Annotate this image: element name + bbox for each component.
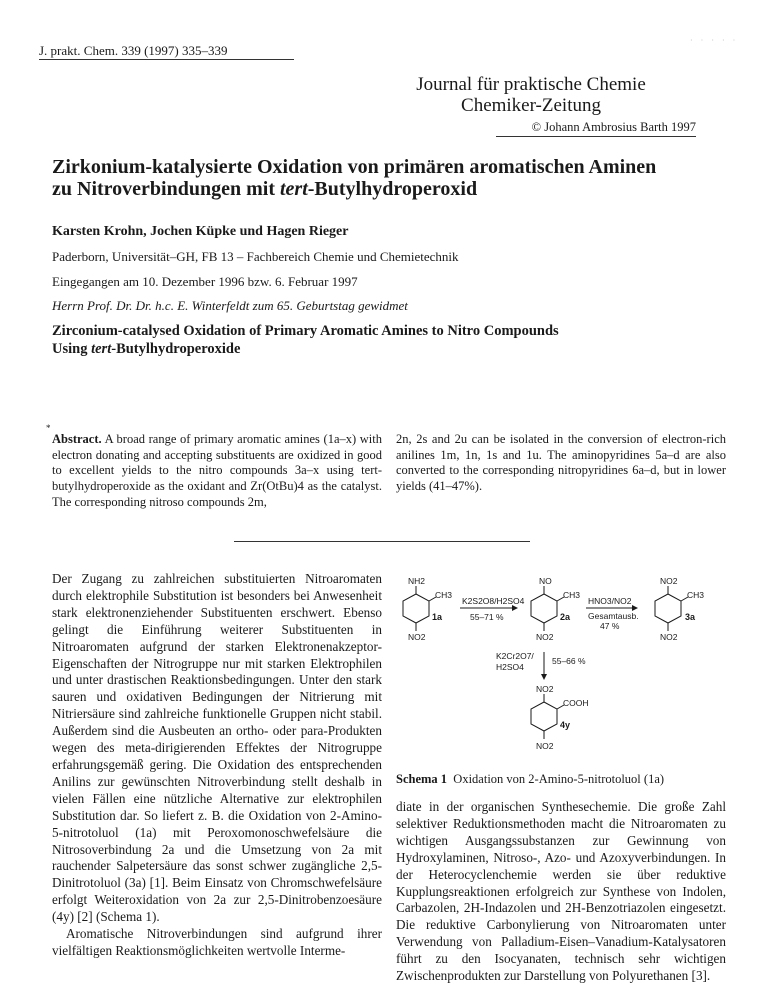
journal-name bbox=[366, 74, 696, 116]
label-no2: NO2 bbox=[536, 741, 554, 751]
running-header: J. prakt. Chem. 339 (1997) 335–339 bbox=[39, 43, 228, 58]
compound-2a: 2a bbox=[560, 612, 571, 622]
label-no2: NO2 bbox=[536, 632, 554, 642]
journal-name-line1: Journal für praktische Chemie bbox=[416, 74, 646, 95]
benzene-ring-4y bbox=[531, 702, 557, 731]
received-date: Eingegangen am 10. Dezember 1996 bzw. 6. Februar 1997 bbox=[52, 274, 358, 289]
yield-2-label: Gesamtausb. bbox=[588, 611, 639, 621]
abstract-left bbox=[52, 432, 382, 511]
benzene-ring-2a bbox=[531, 594, 557, 623]
body-paragraph: Der Zugang zu zahlreichen substituierten Nitroaromaten durch elektrophile Substitution ist besonders bei Anwesenheit stark elektronenziehender Substituenten erschwert. Ebenso gelingt die Einführung weiterer Substituenten in Nitroaromaten aufgrund der starken Elektronenakzeptor-Eigenschaften der Nitrogruppe nur mit starken Elektrophilen und unter drastischen Reaktionsbedingungen. Unter den stark sauren und oxidativen Bedingungen der Nitrierung mit Nitriersäure sind zahlreiche funktionelle Gruppen nicht stabil. Außerdem sind die Ausbeuten an ortho- oder para-Produkten wegen des meta-dirigierenden Effektes der Nitrogruppe erfahrungsgemäß gering. Die Oxidation des entsprechenden Anilins zur gewünschten Nitroverbindung stellt deshalb in vielen Fällen eine nützliche Alternative zur elektrophilen Substitution dar. So liefert z. B. die Oxidation von 2-Amino-5-nitrotoluol (1a) mit Peroxomonoschwefelsäure die Nitrosoverbindung 2a und die Umsetzung von 2a mit rauchender Salpetersäure das sonst schwer zugängliche 2,5-Dinitrotoluol (3a) [1]. Beim Einsatz von Chromschwefelsäure erfolgt Weiteroxidation von 2a zur 2,5-Dinitrobenzoesäure (4y) [2] (Schema 1). bbox=[52, 571, 382, 925]
compound-3a: 3a bbox=[685, 612, 696, 622]
label-ch3: CH3 bbox=[435, 590, 453, 600]
reagent-3-a: K2Cr2O7/ bbox=[496, 651, 534, 661]
yield-1: 55–71 % bbox=[470, 612, 504, 622]
yield-2: 47 % bbox=[600, 621, 620, 631]
footnote-mark: * bbox=[46, 423, 51, 433]
journal-rule bbox=[496, 136, 696, 137]
compound-4y: 4y bbox=[560, 720, 571, 730]
label-cooh: COOH bbox=[563, 698, 589, 708]
scheme-1-reaction-diagram bbox=[396, 574, 726, 774]
body-right-column bbox=[396, 799, 726, 985]
abstract-right: 2n, 2s and 2u can be isolated in the conversion of electron-rich anilines 1m, 1n, 1s and 1u. The aminopyridines 5a–d are also converted to the corresponding nitropyridines 6a–d, but in lower yields (41–47%). bbox=[396, 432, 726, 494]
article-title bbox=[52, 156, 732, 200]
label-no2: NO2 bbox=[660, 632, 678, 642]
copyright: © Johann Ambrosius Barth 1997 bbox=[531, 120, 696, 134]
label-no2: NO2 bbox=[660, 576, 678, 586]
label-no2: NO2 bbox=[408, 632, 426, 642]
english-title bbox=[52, 322, 652, 358]
scheme-caption bbox=[396, 772, 664, 787]
reagent-3-b: H2SO4 bbox=[496, 662, 524, 672]
header-rule bbox=[39, 59, 294, 60]
body-left-column bbox=[52, 571, 382, 960]
reagent-2: HNO3/NO2 bbox=[588, 596, 632, 606]
yield-3: 55–66 % bbox=[552, 656, 586, 666]
journal-name-line2: Chemiker-Zeitung bbox=[461, 95, 601, 116]
english-title-line2: Using tert-Butylhydroperoxide bbox=[52, 341, 241, 357]
english-title-line1: Zirconium-catalysed Oxidation of Primary Aromatic Amines to Nitro Compounds bbox=[52, 323, 559, 339]
label-no: NO bbox=[539, 576, 552, 586]
dedication: Herrn Prof. Dr. Dr. h.c. E. Winterfeldt zum 65. Geburtstag gewidmet bbox=[52, 298, 408, 313]
compound-1a: 1a bbox=[432, 612, 443, 622]
abstract-left-text: A broad range of primary aromatic amines (1a–x) with electron donating and accepting substituents are oxidized in good to excellent yields to the nitro compounds 3a–x using tert-butylhydroperoxide as the oxidant and Zr(OtBu)4 as the catalyst. The corresponding nitroso compounds 2m, bbox=[52, 432, 382, 509]
body-paragraph: diate in der organischen Synthesechemie. Die große Zahl selektiver Reduktionsmethoden macht die Nitroaromaten zu wichtigen Ausgangssubstanzen zur Gewinnung von Hydroxylaminen, Nitroso-, Azo- und Azoxyverbindungen. In der Heterocyclenchemie werden sie über reduktive Kupplungsreaktionen erfolgreich zur Synthese von Indolen, Carbazolen, 2H-Indazolen und 2H-Benzotriazolen eingesetzt. Die reduktive Carbonylierung von Nitroaromaten unter Verwendung von Palladium-Eisen–Vanadium-Katalysatoren führt zu den Isocyanaten, technisch sehr wichtigen Zwischenprodukten zur Darstellung von Polyurethanen [3]. bbox=[396, 799, 726, 984]
authors: Karsten Krohn, Jochen Küpke und Hagen Rieger bbox=[52, 224, 349, 239]
benzene-ring-3a bbox=[655, 594, 681, 623]
label-nh2: NH2 bbox=[408, 576, 426, 586]
scheme-caption-text: Oxidation von 2-Amino-5-nitrotoluol (1a) bbox=[453, 772, 665, 786]
body-paragraph: Aromatische Nitroverbindungen sind aufgrund ihrer vielfältigen Reaktionsmöglichkeiten wertvolle Interme- bbox=[52, 926, 382, 958]
title-line2: zu Nitroverbindungen mit tert-Butylhydroperoxid bbox=[52, 178, 478, 200]
affiliation: Paderborn, Universität–GH, FB 13 – Fachbereich Chemie und Chemietechnik bbox=[52, 249, 459, 264]
abstract-label: Abstract. bbox=[52, 432, 102, 446]
section-rule bbox=[234, 541, 530, 542]
reagent-1: K2S2O8/H2SO4 bbox=[462, 596, 525, 606]
scan-specks: · · · · · bbox=[690, 36, 739, 45]
scheme-caption-label: Schema 1 bbox=[396, 772, 448, 786]
label-no2: NO2 bbox=[536, 684, 554, 694]
label-ch3: CH3 bbox=[687, 590, 705, 600]
benzene-ring-1a bbox=[403, 594, 429, 623]
label-ch3: CH3 bbox=[563, 590, 581, 600]
title-line1: Zirkonium-katalysierte Oxidation von primären aromatischen Aminen bbox=[52, 156, 657, 178]
